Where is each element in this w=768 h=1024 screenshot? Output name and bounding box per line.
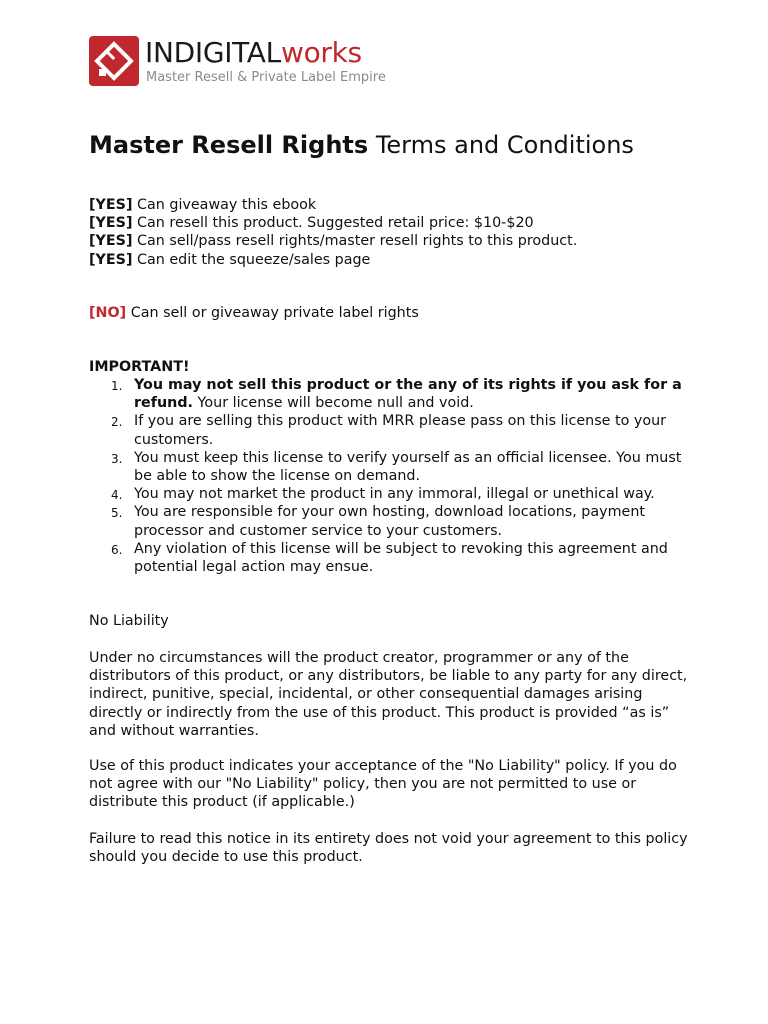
list-item — [89, 449, 689, 485]
list-item-text: You may not market the product in any immoral, illegal or unethical way. — [134, 486, 655, 503]
yes-rights-list — [89, 196, 689, 269]
list-item — [89, 540, 689, 576]
list-item — [89, 412, 689, 448]
yes-right-item — [89, 196, 689, 214]
yes-right-text: Can edit the squeeze/sales page — [137, 251, 371, 268]
page-title-regular: Terms and Conditions — [375, 131, 634, 159]
no-right-text: Can sell or giveaway private label rights — [130, 305, 419, 321]
page-title — [89, 130, 634, 160]
brand-logo — [89, 36, 449, 88]
logo-word-works: works — [280, 36, 362, 69]
yes-tag: [YES] — [89, 233, 133, 250]
list-number: 3. — [111, 451, 123, 466]
yes-tag: [YES] — [89, 197, 133, 213]
yes-right-text: Can resell this product. Suggested retail price: $10-$20 — [137, 215, 534, 232]
list-number: 1. — [111, 379, 123, 393]
list-number: 4. — [111, 488, 123, 503]
logo-word-indigital: INDIGITAL — [145, 36, 281, 69]
important-list — [89, 376, 689, 576]
page-title-bold: Master Resell Rights — [89, 131, 369, 159]
yes-right-item — [89, 251, 689, 269]
yes-right-item — [89, 214, 689, 232]
no-right-item — [89, 304, 419, 322]
list-item-text: You must keep this license to verify yourself as an official licensee. You must be able to show the license on demand. — [134, 449, 682, 485]
yes-right-text: Can sell/pass resell rights/master resell rights to this product. — [137, 233, 578, 250]
yes-tag: [YES] — [89, 215, 133, 232]
no-tag: [NO] — [89, 305, 127, 321]
list-item-text: Any violation of this license will be subject to revoking this agreement and potential legal action may ensue. — [134, 540, 668, 576]
yes-tag: [YES] — [89, 251, 133, 268]
list-item — [89, 503, 689, 539]
list-item-bold: You may not sell this product or the any of its rights if you ask for a refund. — [134, 377, 682, 412]
list-item-text: If you are selling this product with MRR please pass on this license to your customers. — [134, 413, 667, 448]
acceptance-paragraph: Use of this product indicates your acceptance of the "No Liability" policy. If you do not agree with our "No Liability" policy, then you are not permitted to use or distribute this product (if applicable.) — [89, 758, 677, 811]
liability-heading: No Liability — [89, 613, 169, 629]
list-item — [89, 376, 689, 412]
logo-tagline: Master Resell & Private Label Empire — [146, 70, 386, 85]
yes-right-item — [89, 232, 689, 250]
list-item — [89, 485, 689, 503]
notice-paragraph: Failure to read this notice in its entirety does not void your agreement to this policy should you decide to use this product. — [89, 831, 688, 866]
list-number: 5. — [111, 506, 123, 521]
list-number: 6. — [111, 542, 123, 557]
list-item-text: You are responsible for your own hosting, download locations, payment processor and customer service to your customers. — [134, 504, 645, 539]
liability-paragraph: Under no circumstances will the product creator, programmer or any of the distributors of this product, or any distributors, be liable to any party for any direct, indirect, punitive, special, incidental, or other consequential damages arising directly or indirectly from the use of this product. This product is provided “as is” and without warranties. — [89, 650, 688, 739]
logo-wordmark — [145, 37, 362, 69]
important-heading: IMPORTANT! — [89, 359, 190, 375]
list-number: 2. — [111, 415, 123, 430]
list-item-text: Your license will become null and void. — [197, 395, 474, 412]
logo-mark-icon — [89, 36, 139, 86]
yes-right-text: Can giveaway this ebook — [137, 197, 317, 213]
